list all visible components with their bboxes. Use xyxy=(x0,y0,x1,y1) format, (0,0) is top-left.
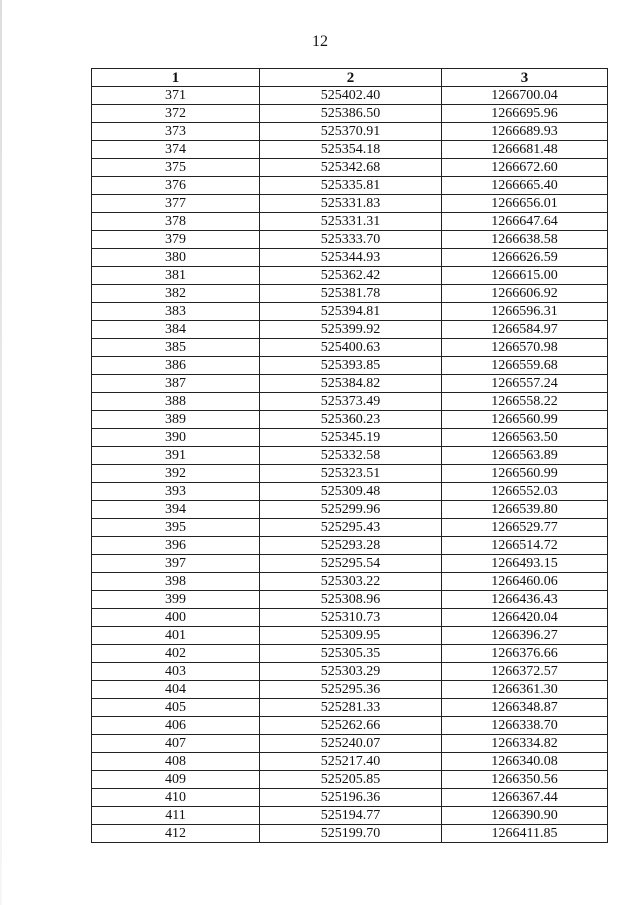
cell-y-coordinate: 1266348.87 xyxy=(442,699,608,717)
cell-point-number: 384 xyxy=(92,321,260,339)
column-header-point-number: 1 xyxy=(92,69,260,87)
table-row xyxy=(92,339,608,357)
cell-point-number: 407 xyxy=(92,735,260,753)
cell-point-number: 401 xyxy=(92,627,260,645)
cell-point-number: 382 xyxy=(92,285,260,303)
cell-y-coordinate: 1266559.68 xyxy=(442,357,608,375)
table-row xyxy=(92,825,608,843)
table-body xyxy=(92,87,608,843)
table-row xyxy=(92,285,608,303)
table-row xyxy=(92,105,608,123)
table-row xyxy=(92,231,608,249)
cell-y-coordinate: 1266493.15 xyxy=(442,555,608,573)
cell-x-coordinate: 525400.63 xyxy=(260,339,442,357)
cell-point-number: 387 xyxy=(92,375,260,393)
cell-point-number: 395 xyxy=(92,519,260,537)
cell-y-coordinate: 1266626.59 xyxy=(442,249,608,267)
cell-point-number: 391 xyxy=(92,447,260,465)
table-row xyxy=(92,501,608,519)
cell-point-number: 408 xyxy=(92,753,260,771)
cell-x-coordinate: 525386.50 xyxy=(260,105,442,123)
cell-x-coordinate: 525344.93 xyxy=(260,249,442,267)
cell-y-coordinate: 1266372.57 xyxy=(442,663,608,681)
cell-x-coordinate: 525331.31 xyxy=(260,213,442,231)
table-row xyxy=(92,789,608,807)
table-row xyxy=(92,375,608,393)
cell-point-number: 397 xyxy=(92,555,260,573)
table-row xyxy=(92,465,608,483)
table-row xyxy=(92,699,608,717)
table-row xyxy=(92,141,608,159)
cell-point-number: 380 xyxy=(92,249,260,267)
cell-y-coordinate: 1266672.60 xyxy=(442,159,608,177)
table-row xyxy=(92,411,608,429)
table-row xyxy=(92,609,608,627)
cell-point-number: 390 xyxy=(92,429,260,447)
table-row xyxy=(92,555,608,573)
cell-x-coordinate: 525393.85 xyxy=(260,357,442,375)
cell-x-coordinate: 525217.40 xyxy=(260,753,442,771)
cell-point-number: 404 xyxy=(92,681,260,699)
cell-point-number: 392 xyxy=(92,465,260,483)
cell-point-number: 411 xyxy=(92,807,260,825)
cell-x-coordinate: 525332.58 xyxy=(260,447,442,465)
cell-x-coordinate: 525323.51 xyxy=(260,465,442,483)
cell-y-coordinate: 1266647.64 xyxy=(442,213,608,231)
cell-y-coordinate: 1266411.85 xyxy=(442,825,608,843)
cell-x-coordinate: 525205.85 xyxy=(260,771,442,789)
table-row xyxy=(92,195,608,213)
cell-point-number: 399 xyxy=(92,591,260,609)
cell-y-coordinate: 1266665.40 xyxy=(442,177,608,195)
cell-point-number: 403 xyxy=(92,663,260,681)
cell-point-number: 410 xyxy=(92,789,260,807)
cell-x-coordinate: 525303.22 xyxy=(260,573,442,591)
cell-y-coordinate: 1266552.03 xyxy=(442,483,608,501)
cell-x-coordinate: 525308.96 xyxy=(260,591,442,609)
table-row xyxy=(92,321,608,339)
cell-y-coordinate: 1266656.01 xyxy=(442,195,608,213)
cell-x-coordinate: 525342.68 xyxy=(260,159,442,177)
cell-x-coordinate: 525331.83 xyxy=(260,195,442,213)
table-row xyxy=(92,771,608,789)
table-row xyxy=(92,591,608,609)
table-row xyxy=(92,429,608,447)
table-row xyxy=(92,249,608,267)
table-row xyxy=(92,573,608,591)
cell-x-coordinate: 525370.91 xyxy=(260,123,442,141)
cell-point-number: 376 xyxy=(92,177,260,195)
table-row xyxy=(92,159,608,177)
table-row xyxy=(92,213,608,231)
cell-point-number: 405 xyxy=(92,699,260,717)
cell-y-coordinate: 1266334.82 xyxy=(442,735,608,753)
table-row xyxy=(92,663,608,681)
cell-x-coordinate: 525345.19 xyxy=(260,429,442,447)
cell-y-coordinate: 1266596.31 xyxy=(442,303,608,321)
table-row xyxy=(92,357,608,375)
table-row xyxy=(92,87,608,105)
cell-x-coordinate: 525394.81 xyxy=(260,303,442,321)
scan-edge-shadow xyxy=(0,0,2,905)
cell-y-coordinate: 1266563.89 xyxy=(442,447,608,465)
cell-y-coordinate: 1266539.80 xyxy=(442,501,608,519)
cell-y-coordinate: 1266689.93 xyxy=(442,123,608,141)
cell-x-coordinate: 525305.35 xyxy=(260,645,442,663)
cell-point-number: 372 xyxy=(92,105,260,123)
cell-x-coordinate: 525240.07 xyxy=(260,735,442,753)
cell-y-coordinate: 1266563.50 xyxy=(442,429,608,447)
cell-point-number: 386 xyxy=(92,357,260,375)
cell-point-number: 412 xyxy=(92,825,260,843)
cell-y-coordinate: 1266570.98 xyxy=(442,339,608,357)
cell-point-number: 381 xyxy=(92,267,260,285)
cell-y-coordinate: 1266557.24 xyxy=(442,375,608,393)
table-row xyxy=(92,645,608,663)
cell-x-coordinate: 525360.23 xyxy=(260,411,442,429)
table-row xyxy=(92,483,608,501)
cell-point-number: 400 xyxy=(92,609,260,627)
table-header-row xyxy=(92,69,608,87)
table-row xyxy=(92,537,608,555)
cell-x-coordinate: 525362.42 xyxy=(260,267,442,285)
cell-y-coordinate: 1266681.48 xyxy=(442,141,608,159)
cell-y-coordinate: 1266615.00 xyxy=(442,267,608,285)
cell-point-number: 378 xyxy=(92,213,260,231)
cell-point-number: 375 xyxy=(92,159,260,177)
table-row xyxy=(92,267,608,285)
cell-y-coordinate: 1266367.44 xyxy=(442,789,608,807)
cell-x-coordinate: 525402.40 xyxy=(260,87,442,105)
table-row xyxy=(92,753,608,771)
cell-x-coordinate: 525299.96 xyxy=(260,501,442,519)
cell-x-coordinate: 525199.70 xyxy=(260,825,442,843)
cell-y-coordinate: 1266560.99 xyxy=(442,411,608,429)
cell-point-number: 409 xyxy=(92,771,260,789)
table-row xyxy=(92,177,608,195)
table-row xyxy=(92,735,608,753)
cell-x-coordinate: 525303.29 xyxy=(260,663,442,681)
cell-y-coordinate: 1266514.72 xyxy=(442,537,608,555)
cell-point-number: 374 xyxy=(92,141,260,159)
table-row xyxy=(92,393,608,411)
cell-point-number: 383 xyxy=(92,303,260,321)
cell-x-coordinate: 525333.70 xyxy=(260,231,442,249)
cell-x-coordinate: 525354.18 xyxy=(260,141,442,159)
cell-x-coordinate: 525295.36 xyxy=(260,681,442,699)
cell-x-coordinate: 525384.82 xyxy=(260,375,442,393)
cell-y-coordinate: 1266695.96 xyxy=(442,105,608,123)
table-row xyxy=(92,123,608,141)
cell-point-number: 389 xyxy=(92,411,260,429)
cell-x-coordinate: 525335.81 xyxy=(260,177,442,195)
cell-x-coordinate: 525310.73 xyxy=(260,609,442,627)
cell-x-coordinate: 525196.36 xyxy=(260,789,442,807)
table-row xyxy=(92,717,608,735)
cell-x-coordinate: 525281.33 xyxy=(260,699,442,717)
cell-y-coordinate: 1266584.97 xyxy=(442,321,608,339)
coordinates-table xyxy=(91,68,608,843)
cell-y-coordinate: 1266390.90 xyxy=(442,807,608,825)
page-number: 12 xyxy=(312,33,328,50)
cell-point-number: 388 xyxy=(92,393,260,411)
cell-x-coordinate: 525293.28 xyxy=(260,537,442,555)
cell-x-coordinate: 525373.49 xyxy=(260,393,442,411)
cell-point-number: 373 xyxy=(92,123,260,141)
cell-point-number: 394 xyxy=(92,501,260,519)
cell-x-coordinate: 525381.78 xyxy=(260,285,442,303)
cell-y-coordinate: 1266460.06 xyxy=(442,573,608,591)
cell-point-number: 396 xyxy=(92,537,260,555)
table-row xyxy=(92,627,608,645)
cell-x-coordinate: 525295.54 xyxy=(260,555,442,573)
cell-point-number: 406 xyxy=(92,717,260,735)
cell-y-coordinate: 1266420.04 xyxy=(442,609,608,627)
cell-point-number: 398 xyxy=(92,573,260,591)
cell-point-number: 402 xyxy=(92,645,260,663)
table-row xyxy=(92,519,608,537)
cell-y-coordinate: 1266396.27 xyxy=(442,627,608,645)
table-row xyxy=(92,681,608,699)
cell-y-coordinate: 1266560.99 xyxy=(442,465,608,483)
cell-y-coordinate: 1266350.56 xyxy=(442,771,608,789)
cell-y-coordinate: 1266529.77 xyxy=(442,519,608,537)
cell-x-coordinate: 525262.66 xyxy=(260,717,442,735)
cell-y-coordinate: 1266436.43 xyxy=(442,591,608,609)
cell-y-coordinate: 1266338.70 xyxy=(442,717,608,735)
cell-y-coordinate: 1266340.08 xyxy=(442,753,608,771)
cell-x-coordinate: 525194.77 xyxy=(260,807,442,825)
cell-y-coordinate: 1266700.04 xyxy=(442,87,608,105)
cell-y-coordinate: 1266638.58 xyxy=(442,231,608,249)
table-row xyxy=(92,303,608,321)
table-row xyxy=(92,447,608,465)
cell-y-coordinate: 1266558.22 xyxy=(442,393,608,411)
cell-point-number: 385 xyxy=(92,339,260,357)
cell-point-number: 371 xyxy=(92,87,260,105)
column-header-y-coordinate: 3 xyxy=(442,69,608,87)
cell-point-number: 393 xyxy=(92,483,260,501)
cell-x-coordinate: 525309.48 xyxy=(260,483,442,501)
cell-x-coordinate: 525399.92 xyxy=(260,321,442,339)
cell-x-coordinate: 525295.43 xyxy=(260,519,442,537)
cell-y-coordinate: 1266376.66 xyxy=(442,645,608,663)
cell-point-number: 377 xyxy=(92,195,260,213)
table-row xyxy=(92,807,608,825)
cell-y-coordinate: 1266361.30 xyxy=(442,681,608,699)
cell-y-coordinate: 1266606.92 xyxy=(442,285,608,303)
cell-x-coordinate: 525309.95 xyxy=(260,627,442,645)
column-header-x-coordinate: 2 xyxy=(260,69,442,87)
cell-point-number: 379 xyxy=(92,231,260,249)
